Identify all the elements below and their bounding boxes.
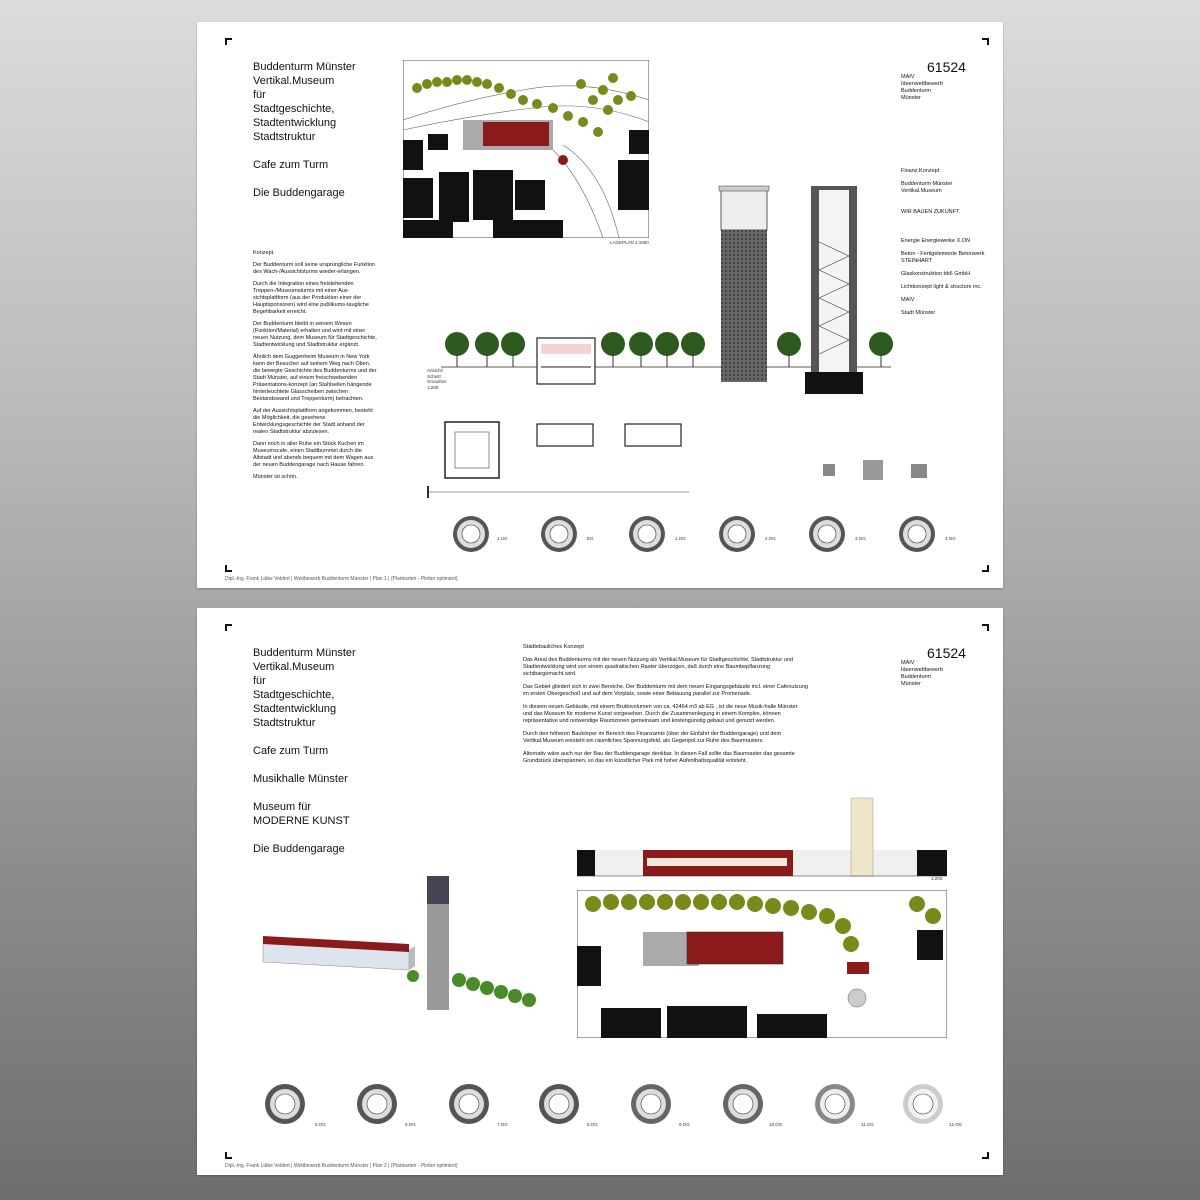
concept-paragraph: Das Areal des Buddenturms mit der neuen Nutzung als Vertikal.Museum für Stadtgeschichte, Stadtstruktur und Stadtentwicklung wird von einem quadratischen Raster überzogen, daß durch eine Baumbepflanzung sichtbargemacht wird. (523, 657, 793, 677)
crop-mark (982, 565, 989, 572)
info-line: Münster (901, 95, 921, 101)
floor-label: 3.OG (855, 536, 866, 541)
subtitle: Die Buddengarage (253, 187, 345, 199)
subtitle: MODERNE KUNST (253, 815, 350, 827)
info-line: Ideenwettbewerb (901, 81, 943, 87)
sponsor-item: Energie Energiewerke X.ON (901, 238, 971, 244)
title-block (253, 646, 356, 856)
concept-paragraph: Durch die Integration eines freistehenden Treppen-/Museumsturms mit einer Aus-sichtsplattform (aus der Produktion einer der Hauptsponsoren) wird eine publikums-taugliche Begehbarkeit erreicht. (253, 281, 369, 315)
label-line: Ansicht/ (427, 368, 444, 373)
title-block (253, 60, 356, 200)
floor-label: 6.OG (405, 1122, 416, 1127)
info-line: Buddenturm (901, 674, 931, 680)
scale-label: 1:200 (931, 876, 943, 881)
label-line: Schnitt (427, 373, 441, 379)
subtitle: Musikhalle Münster (253, 773, 348, 785)
crop-mark (982, 1152, 989, 1159)
title-line: Stadtgeschichte, (253, 689, 335, 701)
title-line: Stadtstruktur (253, 717, 316, 729)
sponsor-item: Stadt Münster (901, 310, 936, 316)
project-number: 61524 (927, 59, 966, 75)
sponsor-item: Beton - Fertigelemente Betonwerk STEINHART (901, 251, 985, 264)
concept-heading: Konzept. (253, 250, 275, 256)
floor-label: 11.OG (861, 1122, 874, 1127)
subtitle: Cafe zum Turm (253, 745, 329, 757)
floor-label: 5.OG (315, 1122, 326, 1127)
floor-label: 9.OG (679, 1122, 690, 1127)
title-line: Stadtgeschichte, (253, 103, 335, 115)
subtitle: Die Buddengarage (253, 843, 345, 855)
concept-text (253, 250, 377, 486)
sponsor-item: WIR BAUEN ZUKUNFT. (901, 209, 961, 215)
floor-label: 2.OG (765, 536, 776, 541)
crop-mark (982, 624, 989, 631)
urban-concept-text (523, 644, 808, 771)
concept-paragraph: Durch den höheren Baukörper im Bereich des Finanzamts (über der Einfahrt der Buddengarage) und dem Vertikal.Museum entsteht ein räumliches Spannungsfeld, als Gegenpol zur Ruhe des Baumrasters. (523, 731, 782, 744)
site-plan-label: LAGEPLAN 1:1000 (610, 240, 649, 245)
concept-paragraph: In diesem neuen Gebäude, mit einem Bruttovolumen von ca. 42464 m3 ab EG , ist die neue Musik-halle Münster und das Museum für moderne Kunst vorgesehen. Durch die Zusammenlegung in einem Komplex, können repräsentative und notwendige Raumzonen gemeinsam und kostengünstig gebaut und genutzt werden. (523, 704, 798, 724)
plan-sheet-1 (197, 22, 1003, 588)
title-line: Vertikal.Museum (253, 75, 335, 87)
floor-label: 1.OG (675, 536, 686, 541)
info-line: MAIV (901, 660, 915, 666)
info-line: Buddenturm (901, 88, 931, 94)
info-line: MAIV (901, 74, 915, 80)
project-number: 61524 (927, 645, 966, 661)
title-line: Stadtstruktur (253, 131, 316, 143)
info-line: Ideenwettbewerb (901, 667, 943, 673)
info-line: Münster (901, 681, 921, 687)
subtitle: Museum für (253, 801, 312, 813)
floor-label: 1.UG (497, 536, 508, 541)
sponsor-item: Lichtkonzept light & structure inc. (901, 284, 982, 290)
sponsor-item: Buddenturm Münster Vertikal.Museum (901, 181, 953, 194)
site-elevation (577, 796, 947, 880)
crop-mark (982, 38, 989, 45)
plan-sheet-2 (197, 608, 1003, 1175)
floor-label: 12.OG (949, 1122, 963, 1127)
concept-heading: Städtebauliches Konzept (523, 644, 584, 650)
title-line: Buddenturm Münster (253, 61, 356, 73)
perspective-rendering (259, 870, 549, 1020)
label-line: 1:200 (427, 384, 439, 390)
footer: Dipl.-Ing. Frank Lütke Veldert | Wettbewerb Buddenturm Münster | Plan 2 | (Plankarten - Plotter optimiert) (225, 1163, 458, 1169)
concept-paragraph: Auf der Aussichtsplattform angekommen, besteht die Möglichkeit, die gesehene Entwicklungsgeschichte der Stadt anhand der realen Stadtstruktur abzulesen. (253, 408, 373, 435)
elevation-section (441, 162, 901, 402)
title-line: Buddenturm Münster (253, 647, 356, 659)
sponsor-list (901, 168, 991, 323)
floor-label: EG (587, 536, 594, 541)
subtitle: Cafe zum Turm (253, 159, 329, 171)
title-line: Stadtentwicklung (253, 703, 337, 715)
label-line: Grundriss (427, 379, 447, 384)
concept-paragraph: Der Buddenturm soll seine ursprüngliche Funktion des Wach-/Aussichtsturms wieder-erlangen. (253, 262, 375, 275)
crop-mark (225, 38, 232, 45)
concept-paragraph: Alternativ wäre auch nur der Bau der Buddengarage denkbar. In diesen Fall sollte das Baumraster das gesamte Grundstück überspannen, so das ein künstlicher Park mit hoher Aufenthaltsqualität entsteht. (523, 751, 795, 764)
concept-paragraph: Ähnlich dem Guggenheim Museum in New York kann der Besucher auf seinem Weg nach Oben, die bewegte Geschichte des Buddenturms und der Stadt Münster, auf einem freischwebenden Präsentations-konzept (an Stahlseilen hängende hinterleuchtete Glasscheiben zwischen Bestandswand und Treppenturm) betrachten. (253, 354, 377, 402)
sponsor-item: MAIV (901, 297, 915, 303)
sponsor-item: Glaskonstruktion bb6 GmbH (901, 271, 971, 277)
title-line: für (253, 89, 266, 101)
concept-paragraph: Das Gebiet gliedert sich in zwei Bereiche. Der Buddenturm mit dem neuen Eingangsgebäude incl. einer Cafenutzung im ersten Obergeschoß und auf dem Vorplatz, sowie einer Bebauung parallel zur Promenade. (523, 684, 808, 697)
concept-paragraph: Dann noch in aller Ruhe ein Stück Kuchen im Museumscafe, einen Stadtbummel durch die Altstadt und abends bequem mit dem Wagen aus der neuen Buddengarage nach Hause fahren. (253, 441, 374, 468)
floor-label: 10.OG (769, 1122, 783, 1127)
floor-label: 7.OG (497, 1122, 508, 1127)
tower-floor-plans (453, 516, 935, 552)
elevation-label (427, 368, 447, 390)
project-info (901, 660, 943, 688)
detailed-site-plan (577, 890, 947, 1038)
concept-paragraph: Der Buddenturm bleibt in seinem Wesen (Funktion/Material) erhalten und wird mit einer neuen Nutzung, dem Museum für Stadtgeschichte, Stadtentwicklung und Stadtstruktur ergänzt. (253, 321, 377, 348)
crop-mark (225, 1152, 232, 1159)
project-info (901, 74, 943, 102)
footer: Dipl.-Ing. Frank Lütke Veldert | Wettbewerb Buddenturm Münster | Plan 1 | (Plankarten - Plotter optimiert) (225, 576, 458, 582)
floor-label: 4.OG (945, 536, 956, 541)
title-line: Stadtentwicklung (253, 117, 337, 129)
upper-floor-plans (259, 1078, 969, 1138)
floor-label: 8.OG (587, 1122, 598, 1127)
floor-plans (419, 414, 979, 554)
concept-paragraph: Münster ist schön. (253, 474, 298, 480)
title-line: für (253, 675, 266, 687)
crop-mark (225, 624, 232, 631)
sponsor-item: Finanz.Konzept (901, 168, 940, 174)
crop-mark (225, 565, 232, 572)
title-line: Vertikal.Museum (253, 661, 335, 673)
